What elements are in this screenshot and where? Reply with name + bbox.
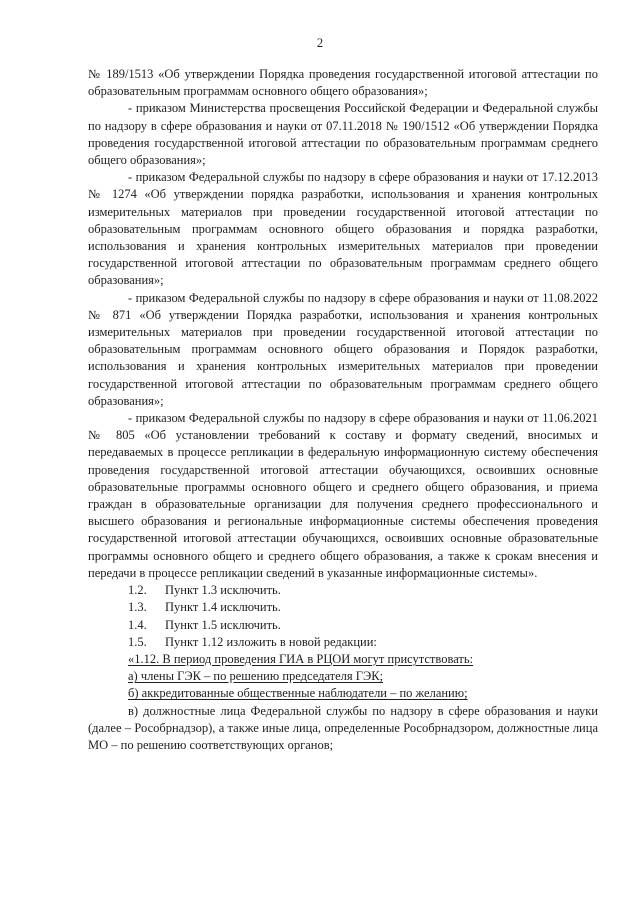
list-item-text: Пункт 1.5 исключить. xyxy=(165,617,281,632)
list-item xyxy=(88,582,598,599)
list-item-number: 1.5. xyxy=(128,634,147,649)
quote-item-b: б) аккредитованные общественные наблюдатели – по желанию; xyxy=(128,686,468,701)
document-body xyxy=(88,66,598,754)
paragraph-order-190: - приказом Министерства просвещения Российской Федерации и Федеральной службы по надзору в сфере образования и науки от 07.11.2018 № 190/1512 «Об утверждении Порядка проведения государственной итоговой аттестации по образовательным программам среднего общего образования»; xyxy=(88,101,598,168)
list-item-number: 1.4. xyxy=(128,617,147,632)
paragraph-order-871: - приказом Федеральной службы по надзору в сфере образования и науки от 11.08.2022 № 871 «Об утверждении Порядка разработки, использования и хранения контрольных измерительных материалов при проведении государственной итоговой аттестации по образовательным программам основного общего образования и Порядок разработки, использования и хранения контрольных измерительных материалов при проведении государственной итоговой аттестации по образовательным программам среднего общего образования»; xyxy=(88,290,598,408)
list-item-number: 1.2. xyxy=(128,583,147,598)
list-item-text: Пункт 1.12 изложить в новой редакции: xyxy=(165,634,377,649)
list-item-number: 1.3. xyxy=(128,600,147,615)
paragraph-order-189-continuation: № 189/1513 «Об утверждении Порядка проведения государственной итоговой аттестации по образовательным программам основного общего образования»; xyxy=(88,67,598,99)
list-item-text: Пункт 1.4 исключить. xyxy=(165,600,281,615)
paragraph-order-1274: - приказом Федеральной службы по надзору в сфере образования и науки от 17.12.2013 № 1274 «Об утверждении порядка разработки, использования и хранения контрольных измерительных материалов при проведении государственной итоговой аттестации по образовательным программам основного общего образования и порядка разработки, использования и хранения контрольных измерительных материалов при проведении государственной итоговой аттестации по образовательным программам среднего общего образования»; xyxy=(88,170,598,288)
list-item-text: Пункт 1.3 исключить. xyxy=(165,583,281,598)
quote-item-a: а) члены ГЭК – по решению председателя ГЭК; xyxy=(128,669,384,684)
page-number: 2 xyxy=(316,36,324,50)
list-item xyxy=(88,599,598,616)
paragraph-order-805: - приказом Федеральной службы по надзору в сфере образования и науки от 11.06.2021 № 805 «Об установлении требований к составу и формату сведений, вносимых и передаваемых в процессе репликации в федеральную информационную систему обеспечения проведения государственной итоговой аттестации обучающихся, освоивших основные образовательные программы основного общего и среднего общего образования, и приема граждан в образовательные организации для получения среднего профессионального и высшего образования и региональные информационные системы обеспечения проведения государственной итоговой аттестации обучающихся, освоивших основные образовательные программы основного общего и среднего общего образования, а также к срокам внесения и передачи в процессе репликации сведений в указанные информационные системы». xyxy=(88,411,598,580)
list-item xyxy=(88,634,598,651)
quote-item-c: в) должностные лица Федеральной службы по надзору в сфере образования и науки (далее – Рособрнадзор), а также иные лица, определенные Рособрнадзором, должностные лица МО – по решению соответствующих органов; xyxy=(88,703,598,752)
list-item xyxy=(88,617,598,634)
quote-heading: «1.12. В период проведения ГИА в РЦОИ могут присутствовать: xyxy=(128,651,474,666)
